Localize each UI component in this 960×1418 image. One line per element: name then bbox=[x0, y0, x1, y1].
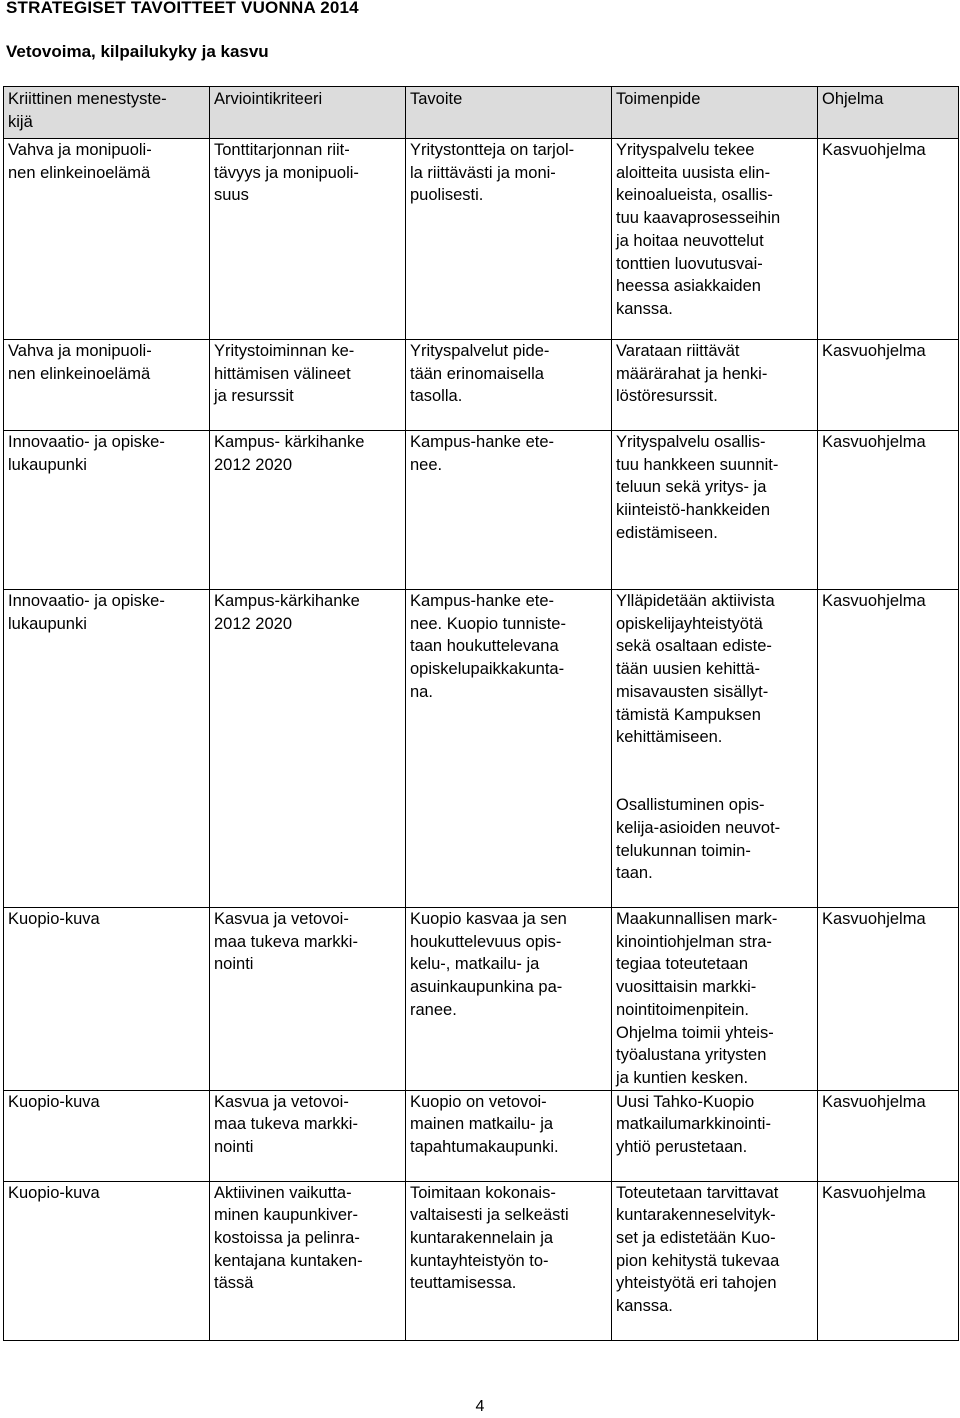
cell-action: Maakunnallisen mark- kinointiohjelman stra- tegiaa toteutetaan vuosittaisin markki- nointitoimenpitein. Ohjelma toimii yhteis- työalustana yritysten ja kuntien kesken. bbox=[612, 908, 818, 1091]
cell-criterion: Kampus- kärkihanke 2012 2020 bbox=[210, 431, 406, 590]
cell-action: Ylläpidetään aktiivista opiskelijayhteistyötä sekä osaltaan ediste- tään uusien kehittä- misavausten sisällyt- tämistä Kampuksen kehittämiseen. Osallistuminen opis- kelija-asioiden neuvot- telukunnan toimin- taan. bbox=[612, 590, 818, 908]
document-title: STRATEGISET TAVOITTEET VUONNA 2014 bbox=[6, 0, 359, 17]
table-row bbox=[4, 590, 959, 908]
cell-program: Kasvuohjelma bbox=[818, 431, 959, 590]
cell-goal: Kuopio kasvaa ja sen houkuttelevuus opis- kelu-, matkailu- ja asuinkaupunkina pa- ranee. bbox=[406, 908, 612, 1091]
strategy-table bbox=[3, 86, 959, 1341]
cell-criterion: Tonttitarjonnan riit- tävyys ja monipuoli- suus bbox=[210, 139, 406, 340]
cell-action: Uusi Tahko-Kuopio matkailumarkkinointi- yhtiö perustetaan. bbox=[612, 1090, 818, 1181]
table-row bbox=[4, 1181, 959, 1340]
cell-factor: Kuopio-kuva bbox=[4, 1090, 210, 1181]
cell-goal: Toimitaan kokonais- valtaisesti ja selkeästi kuntarakennelain ja kuntayhteistyön to- teuttamisessa. bbox=[406, 1181, 612, 1340]
header-action: Toimenpide bbox=[612, 87, 818, 139]
cell-program: Kasvuohjelma bbox=[818, 139, 959, 340]
cell-criterion: Aktiivinen vaikutta- minen kaupunkiver- kostoissa ja pelinra- kentajana kuntaken- tässä bbox=[210, 1181, 406, 1340]
cell-action: Yrityspalvelu osallis- tuu hankkeen suunnit- teluun sekä yritys- ja kiinteistö-hankkeiden edistämiseen. bbox=[612, 431, 818, 590]
cell-action: Toteutetaan tarvittavat kuntarakenneselvityk- set ja edistetään Kuo- pion kehitystä tukevaa yhteistyötä eri tahojen kanssa. bbox=[612, 1181, 818, 1340]
cell-factor: Kuopio-kuva bbox=[4, 1181, 210, 1340]
cell-factor: Kuopio-kuva bbox=[4, 908, 210, 1091]
cell-program: Kasvuohjelma bbox=[818, 1181, 959, 1340]
cell-goal: Kuopio on vetovoi- mainen matkailu- ja tapahtumakaupunki. bbox=[406, 1090, 612, 1181]
cell-criterion: Kasvua ja vetovoi- maa tukeva markki- nointi bbox=[210, 1090, 406, 1181]
header-evaluation-criterion: Arviointikriteeri bbox=[210, 87, 406, 139]
cell-criterion: Kasvua ja vetovoi- maa tukeva markki- nointi bbox=[210, 908, 406, 1091]
cell-goal: Kampus-hanke ete- nee. Kuopio tunniste- taan houkuttelevana opiskelupaikkakunta- na. bbox=[406, 590, 612, 908]
cell-goal: Kampus-hanke ete- nee. bbox=[406, 431, 612, 590]
cell-action: Varataan riittävät määrärahat ja henki- löstöresurssit. bbox=[612, 340, 818, 431]
table-row bbox=[4, 340, 959, 431]
cell-action: Yrityspalvelu tekee aloitteita uusista elin- keinoalueista, osallis- tuu kaavaprosesseihin ja hoitaa neuvottelut tonttien luovutusvai- heessa asiakkaiden kanssa. bbox=[612, 139, 818, 340]
cell-criterion: Kampus-kärkihanke 2012 2020 bbox=[210, 590, 406, 908]
header-goal: Tavoite bbox=[406, 87, 612, 139]
table-row bbox=[4, 1090, 959, 1181]
table-row bbox=[4, 139, 959, 340]
cell-goal: Yrityspalvelut pide- tään erinomaisella tasolla. bbox=[406, 340, 612, 431]
cell-program: Kasvuohjelma bbox=[818, 1090, 959, 1181]
cell-program: Kasvuohjelma bbox=[818, 340, 959, 431]
cell-factor: Innovaatio- ja opiske- lukaupunki bbox=[4, 590, 210, 908]
cell-factor: Innovaatio- ja opiske- lukaupunki bbox=[4, 431, 210, 590]
header-critical-success-factor: Kriittinen menestyste- kijä bbox=[4, 87, 210, 139]
page-number: 4 bbox=[475, 1398, 485, 1415]
cell-factor: Vahva ja monipuoli- nen elinkeinoelämä bbox=[4, 340, 210, 431]
table-row bbox=[4, 908, 959, 1091]
table-row bbox=[4, 431, 959, 590]
cell-factor: Vahva ja monipuoli- nen elinkeinoelämä bbox=[4, 139, 210, 340]
cell-program: Kasvuohjelma bbox=[818, 908, 959, 1091]
document-subtitle: Vetovoima, kilpailukyky ja kasvu bbox=[6, 42, 269, 61]
header-program: Ohjelma bbox=[818, 87, 959, 139]
table-header-row bbox=[4, 87, 959, 139]
cell-program: Kasvuohjelma bbox=[818, 590, 959, 908]
cell-goal: Yritystontteja on tarjol- la riittävästi ja moni- puolisesti. bbox=[406, 139, 612, 340]
cell-criterion: Yritystoiminnan ke- hittämisen välineet ja resurssit bbox=[210, 340, 406, 431]
